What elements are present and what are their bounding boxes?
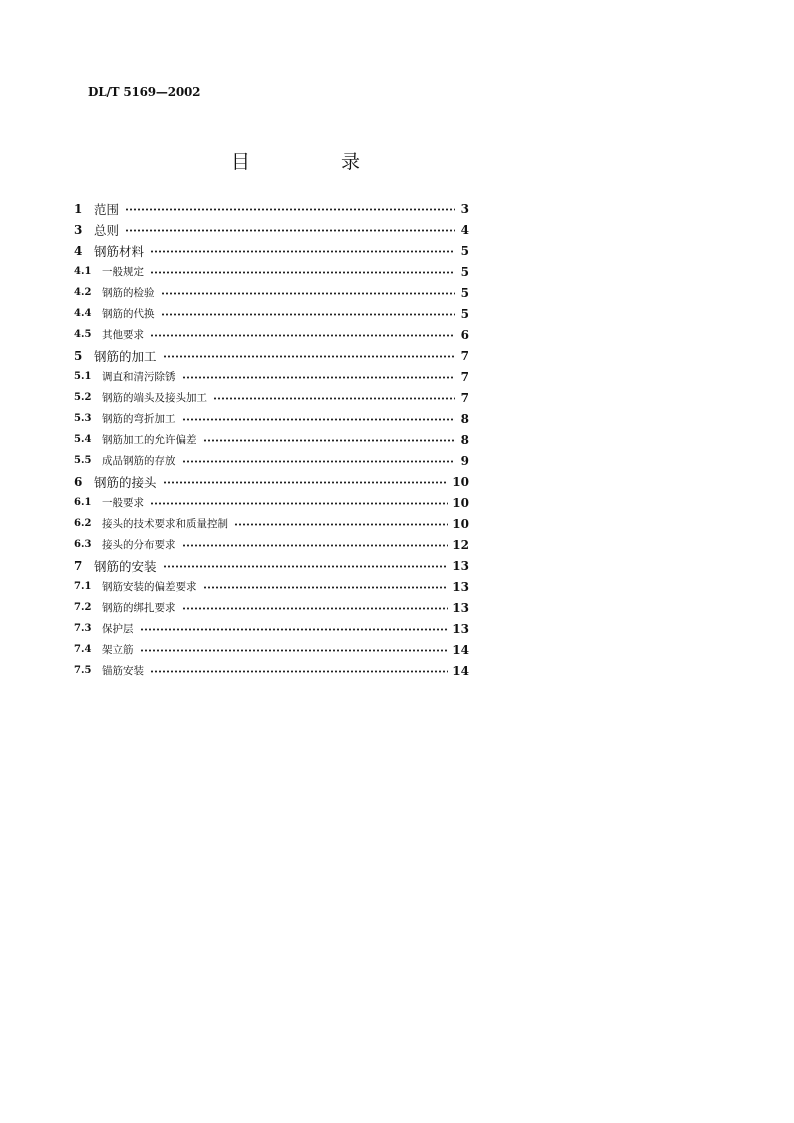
toc-entry-page: 10 [452,474,469,489]
toc-entry[interactable] [74,324,469,345]
toc-entry-page: 10 [452,516,469,531]
toc-dot-leader [161,313,456,316]
toc-entry-page: 13 [452,621,469,636]
toc-entry[interactable] [74,639,469,660]
toc-entry-label: 钢筋的代换 [102,308,155,320]
toc-entry[interactable] [74,492,469,513]
toc-entry-number: 7 [74,558,83,573]
page-title: 目 录 [231,151,397,173]
toc-entry-number: 1 [74,201,83,216]
toc-entry-page: 7 [460,390,469,405]
toc-entry-number: 7.5 [74,665,92,676]
toc-entry[interactable] [74,660,469,681]
toc-entry-page: 13 [452,579,469,594]
toc-dot-leader [150,271,455,274]
toc-entry-label: 钢筋的绑扎要求 [102,602,176,614]
toc-dot-leader [150,334,455,337]
toc-dot-leader [163,481,449,484]
toc-entry-number: 5 [74,348,83,363]
toc-entry-label: 钢筋安装的偏差要求 [102,581,197,593]
toc-entry-label: 钢筋的弯折加工 [102,413,176,425]
toc-entry-number: 7.2 [74,602,92,613]
toc-entry[interactable] [74,450,469,471]
toc-entry-label: 接头的技术要求和质量控制 [102,518,228,530]
toc-entry-label: 保护层 [102,623,134,635]
toc-entry-number: 7.3 [74,623,92,634]
toc-entry-number: 6.2 [74,518,92,529]
toc-entry-number: 5.4 [74,434,92,445]
toc-dot-leader [213,397,455,400]
toc-entry-label: 钢筋的端头及接头加工 [102,392,207,404]
toc-entry-page: 14 [452,663,469,678]
toc-entry-label: 钢筋的检验 [102,287,155,299]
toc-entry-label: 其他要求 [102,329,144,341]
toc-entry-number: 7.4 [74,644,92,655]
toc-entry-number: 5.5 [74,455,92,466]
toc-entry-number: 6.1 [74,497,92,508]
toc-entry-label: 钢筋的接头 [94,474,157,490]
toc-entry-label: 钢筋的安装 [94,558,157,574]
toc-entry-page: 12 [452,537,469,552]
toc-entry-page: 14 [452,642,469,657]
toc-dot-leader [125,208,455,211]
toc-entry-page: 5 [460,285,469,300]
toc-entry-page: 5 [460,264,469,279]
toc-dot-leader [182,544,449,547]
toc-entry-label: 一般要求 [102,497,144,509]
toc-entry-number: 4.2 [74,287,92,298]
toc-entry-label: 钢筋材料 [94,243,145,259]
toc-entry-number: 4.4 [74,308,92,319]
toc-entry[interactable] [74,408,469,429]
toc-entry-number: 3 [74,222,83,237]
toc-dot-leader [150,502,448,505]
toc-entry-number: 4.5 [74,329,92,340]
standard-code: DL/T 5169—2002 [88,85,201,99]
toc-entry[interactable] [74,282,469,303]
toc-entry-label: 一般规定 [102,266,144,278]
toc-entry-page: 4 [460,222,469,237]
toc-entry-page: 13 [452,558,469,573]
toc-entry[interactable] [74,597,469,618]
toc-dot-leader [234,523,448,526]
toc-entry[interactable] [74,618,469,639]
toc-entry-page: 13 [452,600,469,615]
toc-entry[interactable] [74,366,469,387]
toc-entry-page: 5 [460,306,469,321]
toc-entry[interactable] [74,513,469,534]
toc-entry-page: 10 [452,495,469,510]
toc-entry[interactable] [74,429,469,450]
toc-dot-leader [163,565,449,568]
toc-entry[interactable] [74,240,469,261]
toc-entry-label: 钢筋加工的允许偏差 [102,434,197,446]
toc-entry-label: 架立筋 [102,644,134,656]
toc-entry[interactable] [74,387,469,408]
toc-dot-leader [182,460,456,463]
toc-entry-label: 范围 [94,201,120,217]
toc-dot-leader [182,376,456,379]
toc-entry-page: 8 [460,432,469,447]
toc-entry-number: 5.1 [74,371,92,382]
toc-entry[interactable] [74,261,469,282]
toc-entry[interactable] [74,534,469,555]
toc-entry-number: 7.1 [74,581,92,592]
toc-dot-leader [140,628,449,631]
toc-entry[interactable] [74,555,469,576]
toc-entry-label: 钢筋的加工 [94,348,157,364]
toc-entry-page: 5 [460,243,469,258]
toc-entry[interactable] [74,471,469,492]
toc-entry-number: 6.3 [74,539,92,550]
toc-dot-leader [203,439,456,442]
toc-entry-number: 5.2 [74,392,92,403]
toc-entry-page: 6 [460,327,469,342]
toc-entry-label: 成品钢筋的存放 [102,455,176,467]
toc-dot-leader [150,670,448,673]
toc-entry-number: 4 [74,243,83,258]
table-of-contents [74,198,469,681]
toc-entry-page: 3 [460,201,469,216]
toc-entry-number: 5.3 [74,413,92,424]
toc-entry-label: 总则 [94,222,120,238]
toc-entry-page: 9 [460,453,469,468]
toc-dot-leader [125,229,455,232]
toc-entry[interactable] [74,219,469,240]
toc-entry-page: 7 [460,369,469,384]
toc-dot-leader [163,355,455,358]
toc-entry-number: 6 [74,474,83,489]
toc-entry-label: 接头的分布要求 [102,539,176,551]
toc-dot-leader [140,649,449,652]
toc-dot-leader [182,418,456,421]
toc-dot-leader [150,250,455,253]
toc-dot-leader [161,292,456,295]
toc-entry-page: 8 [460,411,469,426]
toc-entry[interactable] [74,303,469,324]
toc-entry-label: 锚筋安装 [102,665,144,677]
toc-dot-leader [182,607,449,610]
toc-entry[interactable] [74,198,469,219]
toc-entry-number: 4.1 [74,266,92,277]
toc-dot-leader [203,586,449,589]
toc-entry[interactable] [74,345,469,366]
toc-entry-page: 7 [460,348,469,363]
toc-entry-label: 调直和清污除锈 [102,371,176,383]
toc-entry[interactable] [74,576,469,597]
